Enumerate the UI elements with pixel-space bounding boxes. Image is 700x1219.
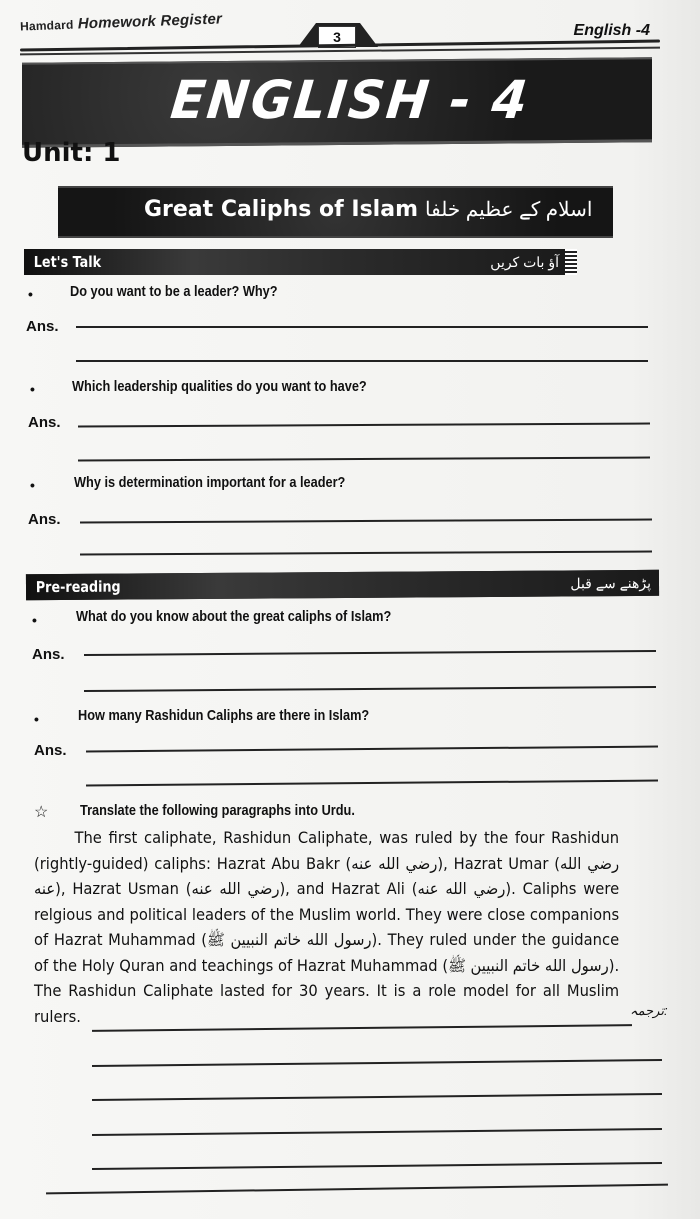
translation-line[interactable]: [92, 1093, 662, 1100]
section-label: Let's Talk: [33, 253, 102, 271]
answer-line[interactable]: [76, 326, 648, 328]
answer-line[interactable]: [86, 780, 658, 786]
bullet-icon: •: [34, 711, 39, 727]
bullet-icon: •: [30, 477, 35, 493]
section-bar-lets-talk: [24, 249, 577, 275]
brand-name: Hamdard: [19, 17, 74, 34]
question-text: What do you know about the great caliphs of Islam?: [76, 608, 392, 625]
bullet-icon: •: [30, 381, 35, 397]
register-title: [20, 10, 223, 34]
translation-line[interactable]: [92, 1128, 662, 1135]
section-bar-pre-reading: [26, 570, 659, 600]
lesson-title-en: Great Caliphs of Islam: [143, 197, 418, 222]
answer-label: Ans.: [34, 742, 67, 759]
question-text: How many Rashidun Caliphs are there in Islam?: [78, 707, 370, 724]
star-icon: ☆: [34, 804, 49, 821]
section-label-ur: پڑھنے سے قبل: [570, 574, 652, 592]
answer-label: Ans.: [26, 318, 59, 335]
book-label: English -4: [573, 22, 650, 39]
unit-label: Unit: 1: [22, 138, 121, 168]
answer-line[interactable]: [84, 686, 656, 691]
register-label: Homework Register: [77, 10, 223, 33]
translation-line[interactable]: [92, 1059, 662, 1066]
banner-title: ENGLISH - 4: [167, 69, 533, 131]
section-label-ur: آؤ بات کریں: [490, 254, 559, 270]
bullet-icon: •: [32, 612, 37, 628]
answer-line[interactable]: [80, 551, 652, 555]
question-text: Which leadership qualities do you want to have?: [72, 378, 367, 395]
answer-label: Ans.: [28, 511, 61, 528]
lesson-title-ur: اسلام کے عظیم خلفا: [425, 199, 593, 221]
paragraph-text: The first caliphate, Rashidun Caliphate, was ruled by the four Rashidun (rightly-guided) caliphs: Hazrat Abu Bakr (رضي الله عنه), Hazrat Umar (رضي الله عنه), Hazrat Usman (رضي الله عنه), and Hazrat Ali (رضي الله عنه). Caliphs were relgious and political leaders of the Muslim world. They were close companions of Hazrat Muhammad (رسول الله خاتم النبیین ﷺ). They ruled under the guidance of the Holy Quran and teachings of Hazrat Muhammad (رسول الله خاتم النبیین ﷺ). The Rashidun Caliphate lasted for 30 years. It is a role model for all Muslim rulers.: [34, 828, 620, 1026]
translation-label: :ترجمہ: [630, 1003, 668, 1018]
answer-line[interactable]: [78, 457, 650, 461]
answer-line[interactable]: [78, 423, 650, 427]
translate-instruction: Translate the following paragraphs into Urdu.: [80, 802, 355, 819]
translation-line[interactable]: [92, 1162, 662, 1169]
answer-line[interactable]: [84, 650, 656, 655]
bullet-icon: •: [28, 286, 33, 302]
section-label: Pre-reading: [35, 577, 121, 597]
answer-label: Ans.: [28, 414, 61, 431]
answer-label: Ans.: [32, 646, 65, 663]
answer-line[interactable]: [86, 746, 658, 752]
answer-line[interactable]: [76, 360, 648, 362]
reading-paragraph: [34, 825, 619, 1029]
question-text: Why is determination important for a leader?: [74, 474, 346, 491]
page-number: 3: [318, 26, 356, 48]
answer-line[interactable]: [80, 519, 652, 523]
question-text: Do you want to be a leader? Why?: [70, 283, 278, 300]
footer-rule: [46, 1184, 668, 1195]
decorative-border-icon: [565, 249, 577, 275]
